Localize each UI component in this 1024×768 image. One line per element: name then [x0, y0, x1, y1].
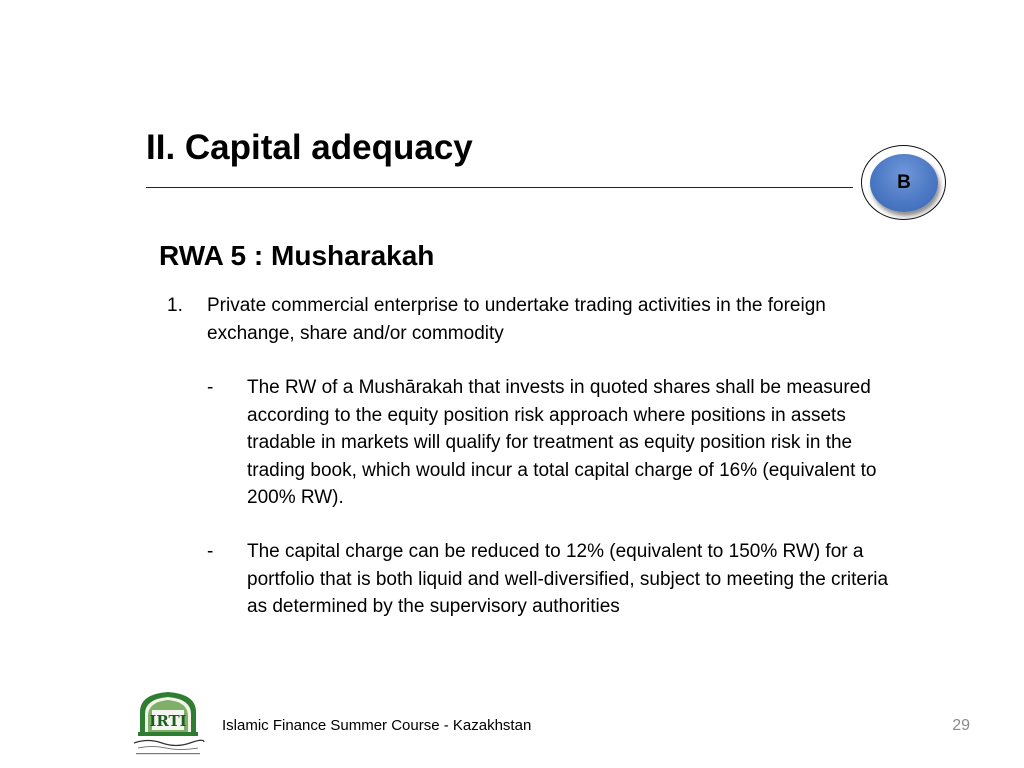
subitem-dash: -: [207, 377, 214, 398]
page-number: 29: [952, 717, 970, 734]
footer-course-text: Islamic Finance Summer Course - Kazakhstan: [222, 717, 532, 734]
list-item-text: Private commercial enterprise to undertake trading activities in the foreign exchange, share and/or commodity: [207, 295, 826, 344]
section-badge: B: [870, 154, 938, 212]
title-underline: [146, 187, 853, 188]
subitem-dash: -: [207, 541, 214, 562]
logo-lettering: IRTI: [149, 712, 187, 730]
list-item-number: 1.: [167, 295, 183, 316]
subitem-text: The capital charge can be reduced to 12% (equivalent to 150% RW) for a portfolio that is both liquid and well-diversified, subject to meeting the criteria as determined by the supervisory authorities: [247, 541, 889, 617]
slide-title: II. Capital adequacy: [146, 128, 473, 167]
irti-logo: [128, 688, 208, 760]
slide-subtitle: RWA 5 : Musharakah: [159, 240, 435, 271]
subitem-text: The RW of a Mushārakah that invests in quoted shares shall be measured according to the equity position risk approach where positions in assets tradable in markets will qualify for treatment as equity position risk in the trading book, which would incur a total capital charge of 16% (equivalent to 200% RW).: [247, 377, 877, 508]
